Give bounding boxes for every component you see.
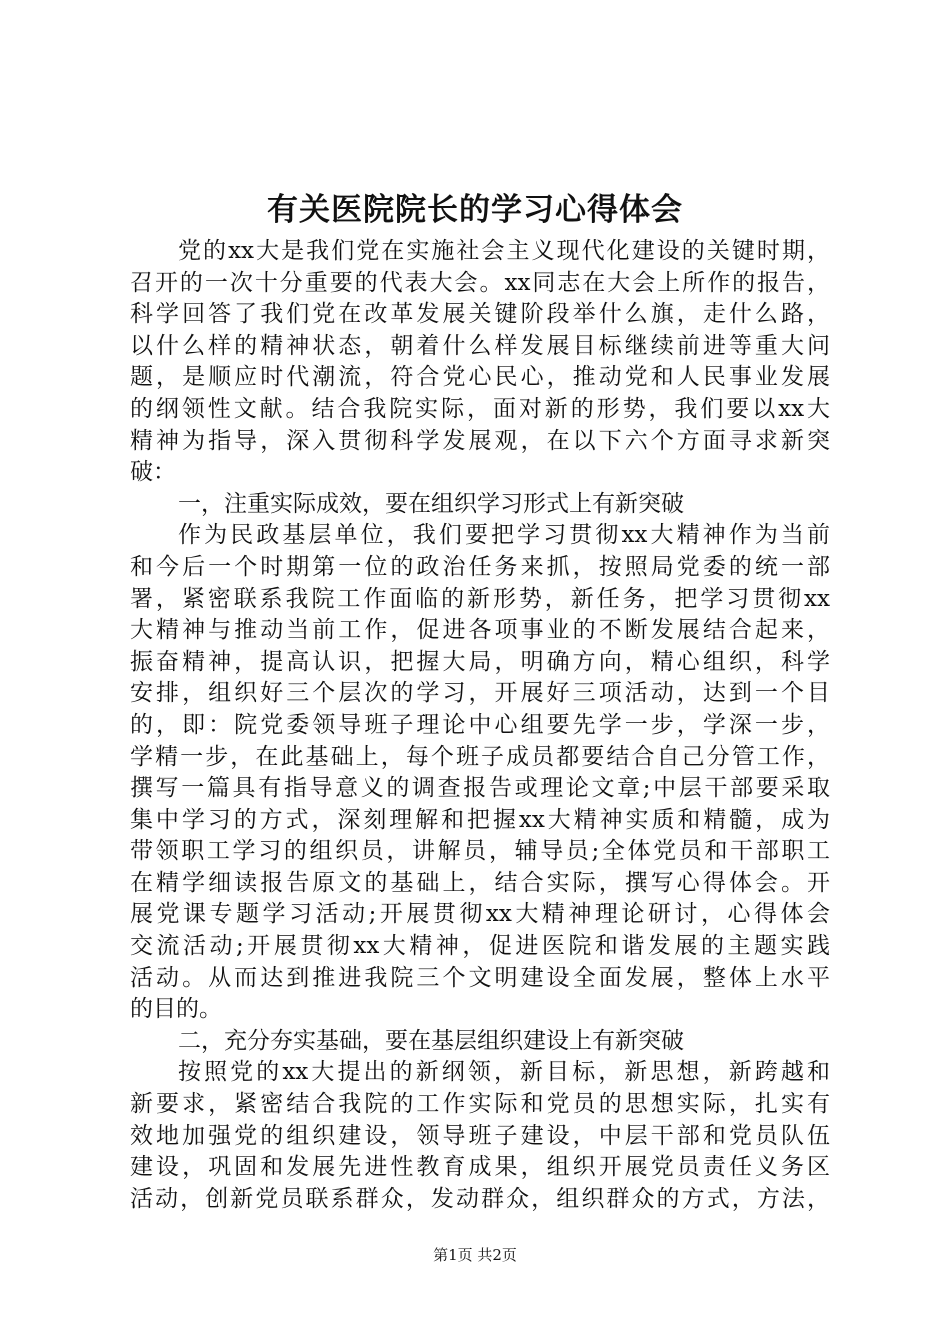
text-line: 和今后一个时期第一位的政治任务来抓，按照局党委的统一部 — [130, 553, 830, 580]
text-line: 活动，创新党员联系群众，发动群众，组织群众的方式，方法， — [130, 1185, 830, 1212]
text-line: 集中学习的方式，深刻理解和把握xx大精神实质和精髓，成为 — [130, 806, 830, 833]
text-line: 的目的。 — [130, 996, 222, 1023]
text-line: 大精神与推动当前工作，促进各项事业的不断发展结合起来， — [130, 617, 830, 644]
text-line: 作为民政基层单位，我们要把学习贯彻xx大精神作为当前 — [178, 522, 830, 549]
text-line: 精神为指导，深入贯彻科学发展观，在以下六个方面寻求新突 — [130, 427, 830, 454]
text-line: 在精学细读报告原文的基础上，结合实际，撰写心得体会。开 — [130, 869, 830, 896]
text-line: 学精一步，在此基础上，每个班子成员都要结合自己分管工作， — [130, 743, 830, 770]
text-line: 交流活动;开展贯彻xx大精神，促进医院和谐发展的主题实践 — [130, 933, 830, 960]
text-line: 科学回答了我们党在改革发展关键阶段举什么旗，走什么路， — [130, 301, 830, 328]
text-line: 效地加强党的组织建设，领导班子建设，中层干部和党员队伍 — [130, 1122, 830, 1149]
text-line: 破： — [130, 459, 176, 486]
text-line: 的纲领性文献。结合我院实际，面对新的形势，我们要以xx大 — [130, 395, 830, 422]
text-line: 的，即：院党委领导班子理论中心组要先学一步，学深一步， — [130, 711, 830, 738]
text-line: 安排，组织好三个层次的学习，开展好三项活动，达到一个目 — [130, 680, 830, 707]
text-line: 展党课专题学习活动;开展贯彻xx大精神理论研讨，心得体会 — [130, 901, 830, 928]
text-line: 二，充分夯实基础，要在基层组织建设上有新突破 — [178, 1027, 684, 1054]
text-line: 党的xx大是我们党在实施社会主义现代化建设的关键时期， — [178, 238, 830, 264]
text-line: 按照党的xx大提出的新纲领，新目标，新思想，新跨越和 — [178, 1059, 830, 1086]
text-line: 撰写一篇具有指导意义的调查报告或理论文章;中层干部要采取 — [130, 775, 830, 802]
text-line: 带领职工学习的组织员，讲解员，辅导员;全体党员和干部职工 — [130, 838, 830, 865]
text-line: 一，注重实际成效，要在组织学习形式上有新突破 — [178, 490, 684, 517]
text-line: 召开的一次十分重要的代表大会。xx同志在大会上所作的报告， — [130, 269, 830, 296]
text-line: 建设，巩固和发展先进性教育成果，组织开展党员责任义务区 — [130, 1154, 830, 1181]
text-line: 题，是顺应时代潮流，符合党心民心，推动党和人民事业发展 — [130, 364, 830, 391]
text-line: 以什么样的精神状态，朝着什么样发展目标继续前进等重大问 — [130, 332, 830, 359]
text-line: 活动。从而达到推进我院三个文明建设全面发展，整体上水平 — [130, 964, 830, 991]
text-line: 署，紧密联系我院工作面临的新形势，新任务，把学习贯彻xx — [130, 585, 830, 612]
document-body — [130, 236, 830, 1215]
text-line: 振奋精神，提高认识，把握大局，明确方向，精心组织，科学 — [130, 648, 830, 675]
text-line: 新要求，紧密结合我院的工作实际和党员的思想实际，扎实有 — [130, 1091, 830, 1118]
page-footer: 第1页 共2页 — [433, 1246, 517, 1264]
document-title: 有关医院院长的学习心得体会 — [267, 192, 683, 228]
